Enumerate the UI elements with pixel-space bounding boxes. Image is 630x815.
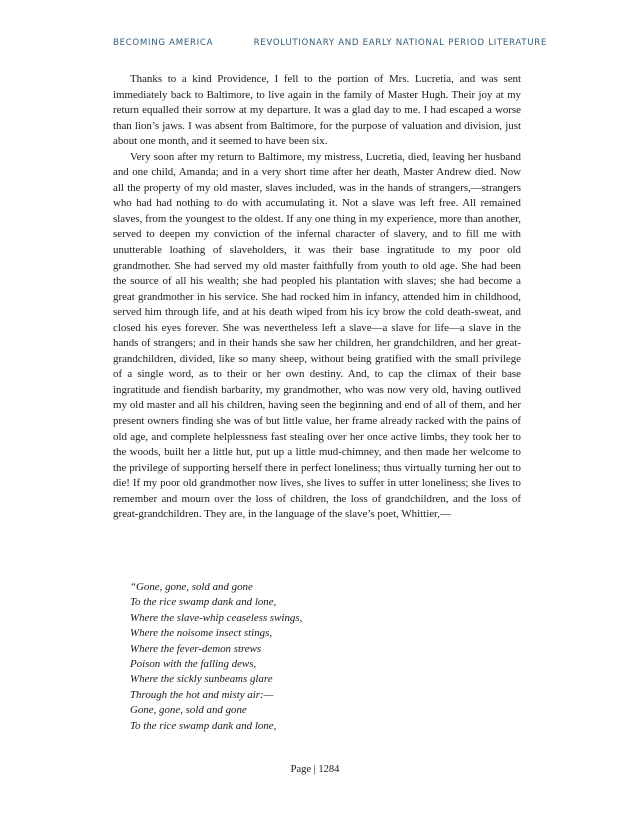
poem-line: To the rice swamp dank and lone, bbox=[130, 596, 277, 609]
poem-line: Poison with the falling dews, bbox=[130, 658, 257, 671]
paragraph: Very soon after my return to Baltimore, my mistress, Lucretia, died, leaving her husband and one child, Amanda; and in a very short time after her death, Master Andrew died. Now all the property of my old master, slaves included, was in the hands of strangers,—strangers who had had nothing to do with accumulating it. Not a slave was left free. All remained slaves, from the youngest to the oldest. If any one thing in my experience, more than another, served to deepen my conviction of the infernal character of slavery, and to fill me with unutterable loathing of slaveholders, it was their base ingratitude to my poor old grandmother. She had served my old master faithfully from youth to old age. She had been the source of all his wealth; she had peopled his plantation with slaves; she had become a great grandmother in his service. She had rocked him in infancy, attended him in childhood, served him through life, and at his death wiped from his icy brow the cold death-sweat, and closed his eyes forever. She was nevertheless left a slave—a slave for life—a slave in the hands of strangers; and in their hands she saw her children, her grandchildren, and her great-grandchildren, divided, like so many sheep, without being gratified with the small privilege of a single word, as to their or her own destiny. And, to cap the climax of their base ingratitude and fiendish barbarity, my grandmother, who was now very old, having outlived my old master and all his children, having seen the beginning and end of all of them, and her present owners finding she was of but little value, her frame already racked with the pains of old age, and complete helplessness fast stealing over her once active limbs, they took her to the woods, built her a little hut, put up a little mud-chimney, and then made her welcome to the privilege of supporting herself there in perfect loneliness; thus virtually turning her out to die! If my poor old grandmother now lives, she lives to suffer in utter loneliness; she lives to remember and mourn over the loss of children, the loss of grandchildren, and the loss of great-grandchildren. They are, in the language of the slave’s poet, Whittier,— bbox=[113, 150, 521, 521]
poem-line: Where the slave-whip ceaseless swings, bbox=[130, 611, 303, 624]
poem-quote bbox=[130, 580, 510, 734]
poem-line: Where the noisome insect stings, bbox=[130, 627, 273, 640]
header-book-title: BECOMING AMERICA bbox=[113, 38, 214, 48]
page-footer bbox=[0, 764, 630, 775]
poem-line: Gone, gone, sold and gone bbox=[130, 704, 247, 717]
paragraph: Thanks to a kind Providence, I fell to the portion of Mrs. Lucretia, and was sent immediately back to Baltimore, to live again in the family of Master Hugh. Their joy at my return equalled their sorrow at my departure. It was a glad day to me. I had escaped a worse than lion’s jaws. I was absent from Baltimore, for the purpose of valuation and division, just about one month, and it seemed to have been six. bbox=[113, 73, 521, 148]
poem-line: Through the hot and misty air:— bbox=[130, 688, 274, 701]
running-header bbox=[113, 38, 550, 48]
poem-line: Where the sickly sunbeams glare bbox=[130, 673, 273, 686]
poem-line: To the rice swamp dank and lone, bbox=[130, 719, 277, 732]
header-section-title: REVOLUTIONARY AND EARLY NATIONAL PERIOD LITERATURE bbox=[253, 38, 547, 48]
poem-line: “Gone, gone, sold and gone bbox=[130, 581, 253, 593]
poem-line: Where the fever-demon strews bbox=[130, 642, 262, 655]
body-text bbox=[113, 72, 521, 523]
page-number: Page | 1284 bbox=[290, 764, 340, 775]
